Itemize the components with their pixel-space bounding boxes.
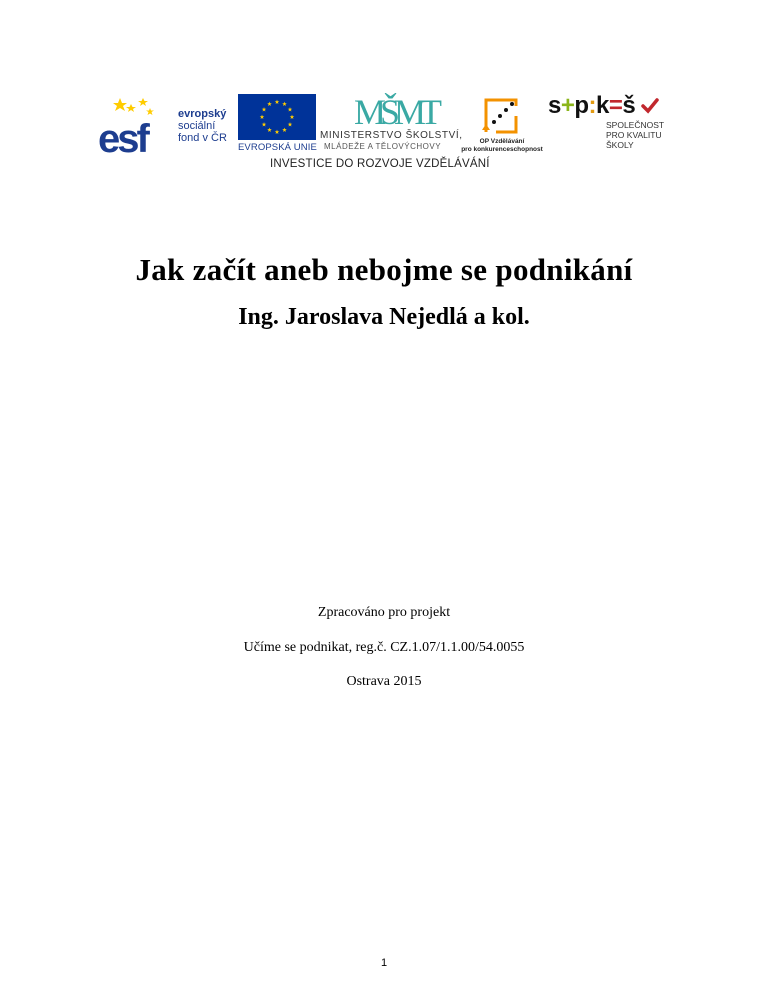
op-logo bbox=[460, 94, 544, 156]
msmt-name-line2: MLÁDEŽE A TĚLOVÝCHOVY bbox=[324, 142, 442, 151]
eu-star-icon bbox=[275, 130, 280, 134]
msmt-mark-icon bbox=[320, 88, 448, 130]
spkv-mark: s+p:k=š bbox=[548, 92, 659, 120]
place-year: Ostrava 2015 bbox=[346, 674, 422, 689]
eu-star-icon bbox=[275, 100, 280, 104]
eu-star-icon bbox=[288, 122, 293, 126]
op-label: OP Vzdělávání pro konkurenceschopnost bbox=[461, 138, 543, 153]
eu-star-icon bbox=[267, 128, 272, 132]
eu-star-icon bbox=[282, 128, 287, 132]
esf-logo bbox=[98, 94, 232, 154]
checkmark-icon bbox=[641, 98, 659, 114]
svg-text:MŠMT: MŠMT bbox=[354, 92, 437, 130]
document-title: Jak začít aneb nebojme se podnikání bbox=[135, 252, 633, 287]
msmt-logo bbox=[320, 88, 463, 158]
header-tagline: INVESTICE DO ROZVOJE VZDĚLÁVÁNÍ bbox=[270, 158, 490, 170]
processed-for-text: Zpracováno pro projekt bbox=[317, 605, 451, 620]
eu-star-icon bbox=[262, 122, 267, 126]
eu-label: EVROPSKÁ UNIE bbox=[238, 142, 317, 153]
project-reference: Učíme se podnikat, reg.č. CZ.1.07/1.1.00/54.0055 bbox=[243, 640, 525, 655]
page-number: 1 bbox=[380, 957, 388, 969]
eu-star-icon bbox=[288, 107, 293, 111]
esf-mark-icon bbox=[98, 94, 178, 156]
eu-star-icon bbox=[290, 115, 295, 119]
eu-logo bbox=[238, 94, 316, 156]
logo-strip bbox=[96, 88, 680, 178]
esf-text: evropský sociální fond v ČR bbox=[178, 108, 227, 144]
svg-text:esf: esf bbox=[98, 117, 147, 156]
eu-star-icon bbox=[267, 102, 272, 106]
eu-star-icon bbox=[282, 102, 287, 106]
eu-flag-icon bbox=[238, 94, 316, 140]
op-mark-icon bbox=[460, 94, 544, 138]
spkv-text: SPOLEČNOST PRO KVALITU ŠKOLY bbox=[606, 120, 665, 150]
spkv-logo bbox=[548, 92, 680, 152]
eu-star-icon bbox=[260, 115, 265, 119]
msmt-name-line1: MINISTERSTVO ŠKOLSTVÍ, bbox=[320, 130, 463, 141]
document-author: Ing. Jaroslava Nejedlá a kol. bbox=[238, 304, 530, 330]
eu-star-icon bbox=[262, 107, 267, 111]
